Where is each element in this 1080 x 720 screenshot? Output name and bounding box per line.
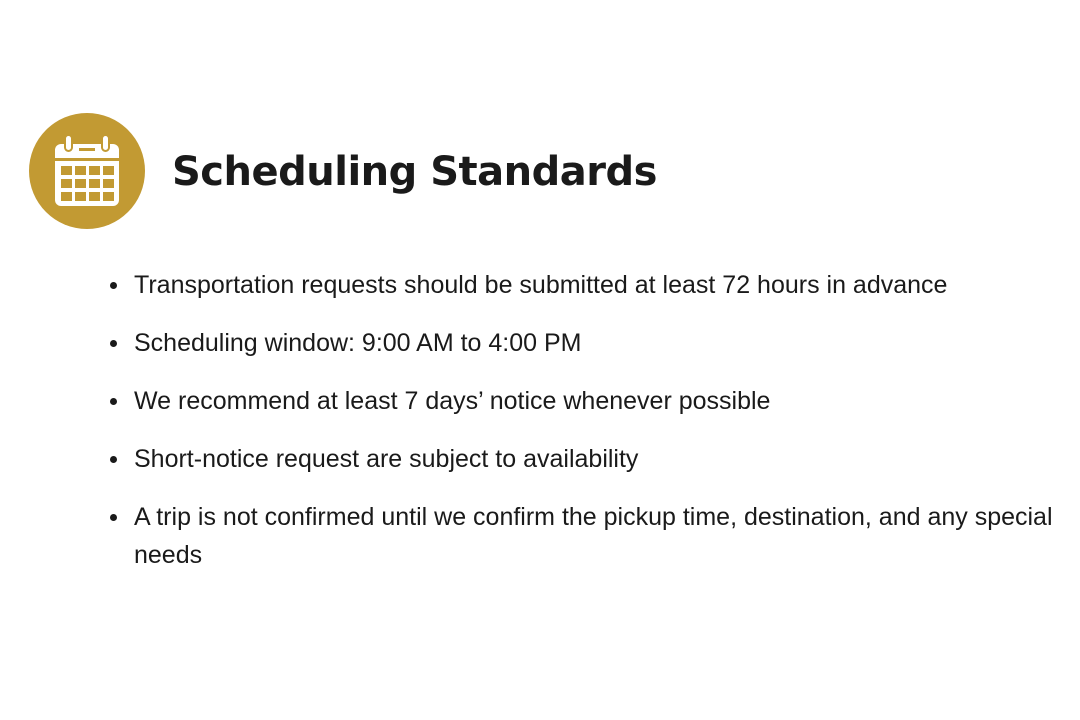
calendar-icon <box>53 134 121 208</box>
list-item: A trip is not confirmed until we confirm the pickup time, destination, and any special needs <box>106 498 1056 574</box>
calendar-icon-badge <box>29 113 145 229</box>
standards-list <box>106 266 1056 594</box>
page-title: Scheduling Standards <box>172 149 657 195</box>
list-item: Scheduling window: 9:00 AM to 4:00 PM <box>106 324 1056 362</box>
list-item: Short-notice request are subject to availability <box>106 440 1056 478</box>
list-item: Transportation requests should be submitted at least 72 hours in advance <box>106 266 1056 304</box>
list-item: We recommend at least 7 days’ notice whenever possible <box>106 382 1056 420</box>
header <box>29 113 657 229</box>
